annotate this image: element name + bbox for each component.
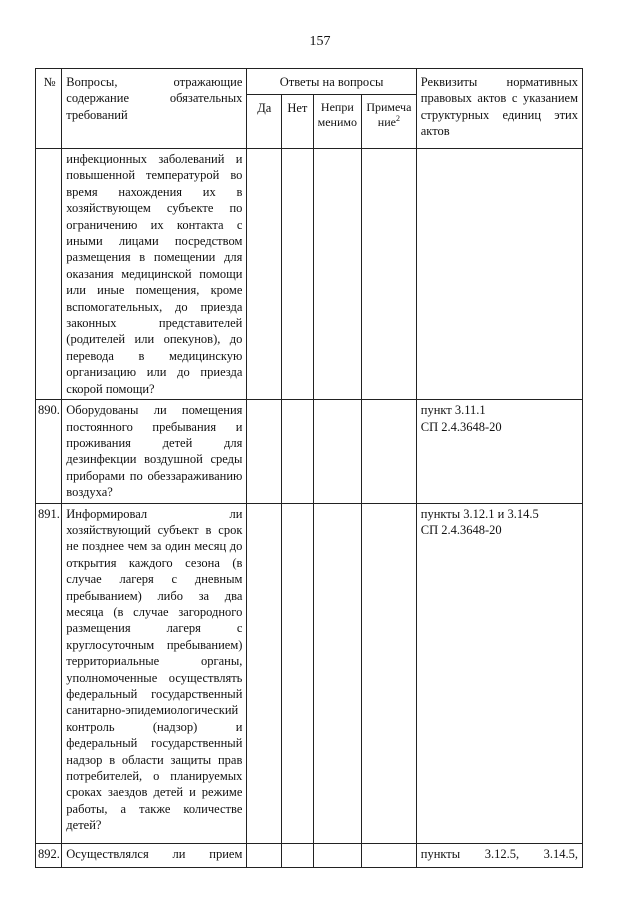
row-question: инфекционных заболеваний и повышенной температурой во время нахождения их в хозяйствующем субъекте по ограничению их контакта с иными лицами посредством размещения в помещении для оказания медицинской помощи или иные помещения, кроме вспомогательных, до приезда законных представителей (родителей или опекунов), до перевода в медицинскую организацию или до приезда скорой помощи? (62, 149, 247, 400)
header-requisites: Реквизиты нормативных правовых актов с указанием структурных единиц этих актов (416, 69, 582, 149)
row-requisites (416, 503, 582, 843)
answer-na-cell[interactable] (313, 149, 361, 400)
row-requisites (416, 843, 582, 867)
answer-yes-cell[interactable] (247, 400, 282, 503)
answer-yes-cell[interactable] (247, 843, 282, 867)
requisites-line: СП 2.4.3648-20 (420, 419, 502, 434)
row-requisites (416, 400, 582, 503)
header-note (362, 95, 417, 149)
table-row (36, 503, 583, 843)
answer-note-cell[interactable] (362, 843, 417, 867)
row-num (36, 149, 62, 400)
answer-na-cell[interactable] (313, 400, 361, 503)
row-question: Осуществлялся ли прием (62, 843, 247, 867)
answer-note-cell[interactable] (362, 400, 417, 503)
header-question: Вопросы, отражающие содержание обязательных требований (62, 69, 247, 149)
row-question: Информировал ли хозяйствующий субъект в срок не позднее чем за один месяц до открытия каждого сезона (в случае лагеря с дневным пребыванием) либо за два месяца (в случае загородного размещения лагеря с круглосуточным пребыванием) территориальные органы, уполномоченные осуществлять федеральный государственный санитарно-эпидемиологический контроль (надзор) и федеральный государственный надзор в области защиты прав потребителей, о планируемых сроках заездов детей и режиме работы, а также количестве детей? (62, 503, 247, 843)
page-number: 157 (309, 34, 331, 49)
row-requisites (416, 149, 582, 400)
requisites-line: пункты 3.12.1 и 3.14.5 (420, 506, 539, 521)
requisites-line: пункт 3.11.1 (420, 403, 486, 418)
answer-no-cell[interactable] (282, 400, 314, 503)
answer-na-cell[interactable] (313, 843, 361, 867)
answer-no-cell[interactable] (282, 503, 314, 843)
row-num: 891. (36, 503, 62, 843)
requisites-line: СП 2.4.3648-20 (420, 522, 502, 537)
answer-note-cell[interactable] (362, 503, 417, 843)
answer-note-cell[interactable] (362, 149, 417, 400)
table-row (36, 843, 583, 867)
header-note-sup: 2 (395, 113, 400, 123)
header-no: Нет (282, 95, 314, 149)
row-num: 890. (36, 400, 62, 503)
row-question: Оборудованы ли помещения постоянного пребывания и проживания детей для дезинфекции воздушной среды приборами по обеззараживанию воздуха? (62, 400, 247, 503)
row-num: 892. (36, 843, 62, 867)
answer-no-cell[interactable] (282, 149, 314, 400)
answer-yes-cell[interactable] (247, 503, 282, 843)
requisites-line: пункты 3.12.5, 3.14.5, (420, 846, 578, 861)
header-yes: Да (247, 95, 282, 149)
answer-yes-cell[interactable] (247, 149, 282, 400)
header-note-text: Примечание (366, 100, 412, 129)
answer-na-cell[interactable] (313, 503, 361, 843)
table-row (36, 400, 583, 503)
header-answers-group: Ответы на вопросы (247, 69, 416, 95)
header-not-applicable: Неприменимо (313, 95, 361, 149)
table-row (36, 149, 583, 400)
header-num: № (36, 69, 62, 149)
requirements-table (35, 68, 583, 868)
answer-no-cell[interactable] (282, 843, 314, 867)
